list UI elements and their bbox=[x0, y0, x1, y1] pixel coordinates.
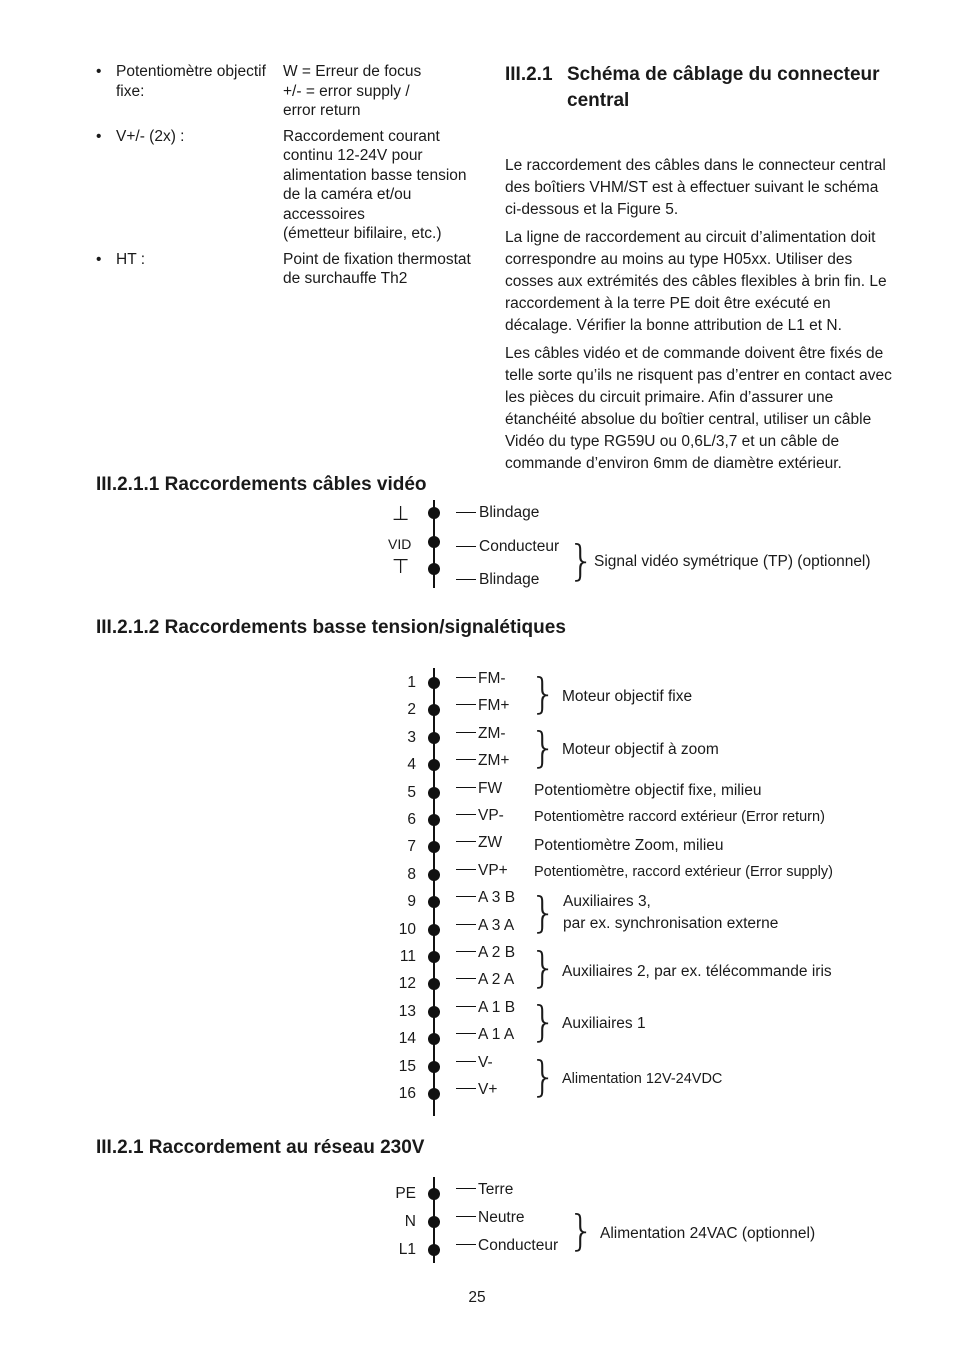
pin-label: FM- bbox=[478, 670, 506, 687]
wire-tick bbox=[456, 896, 476, 897]
wire-tick bbox=[456, 546, 476, 547]
wire-tick bbox=[456, 924, 476, 925]
bullet-dot: • bbox=[96, 250, 102, 268]
terminal-dot bbox=[428, 563, 440, 575]
bullet-desc bbox=[283, 127, 483, 244]
pin-number: 13 bbox=[398, 1003, 416, 1020]
terminal-dot bbox=[428, 1088, 440, 1100]
terminal-dot bbox=[428, 787, 440, 799]
pin-number: 15 bbox=[398, 1058, 416, 1075]
terminal-dot bbox=[428, 704, 440, 716]
wire-tick bbox=[456, 1033, 476, 1034]
wire-tick bbox=[456, 814, 476, 815]
single-label: Potentiomètre objectif fixe, milieu bbox=[534, 782, 762, 799]
pin-label: A 1 A bbox=[478, 1026, 515, 1043]
desc-line: Raccordement courant bbox=[283, 127, 440, 145]
group-brace: } bbox=[568, 536, 595, 585]
terminal-dot bbox=[428, 1244, 440, 1256]
pin-number: 7 bbox=[407, 838, 416, 855]
wire-tick bbox=[456, 951, 476, 952]
group-label: Moteur objectif fixe bbox=[562, 688, 693, 705]
wire-tick bbox=[456, 841, 476, 842]
bullet-dot: • bbox=[96, 63, 102, 80]
pin-label: V+ bbox=[478, 1081, 498, 1098]
pin-number: 3 bbox=[407, 729, 416, 746]
low-voltage-section-title: III.2.1.2 Raccordements basse tension/signalétiques bbox=[96, 617, 566, 638]
video-section-title: III.2.1.1 Raccordements câbles vidéo bbox=[96, 474, 427, 495]
vid-label: VID bbox=[388, 536, 412, 552]
desc-line: (émetteur bifilaire, etc.) bbox=[283, 225, 442, 242]
terminal-dot bbox=[428, 507, 440, 519]
desc-line: de la caméra et/ou bbox=[283, 186, 412, 203]
terminal-dot bbox=[428, 841, 440, 853]
group-brace: } bbox=[530, 723, 557, 772]
group-label: Alimentation 24VAC (optionnel) bbox=[600, 1225, 816, 1242]
pin-label: Conducteur bbox=[479, 538, 560, 555]
pin-label: ZM+ bbox=[478, 752, 510, 769]
terminal-dot bbox=[428, 924, 440, 936]
terminal-dot bbox=[428, 978, 440, 990]
pin-label: A 3 A bbox=[478, 917, 515, 934]
pin-label: FW bbox=[478, 780, 503, 797]
wire-tick bbox=[456, 704, 476, 705]
pin-number: 8 bbox=[407, 866, 416, 883]
terminal-dot bbox=[428, 951, 440, 963]
pin-label: Conducteur bbox=[478, 1237, 559, 1254]
pin-label: ZW bbox=[478, 834, 503, 851]
paragraph: La ligne de raccordement au circuit d’alimentation doit correspondre au moins au type H05xx. Utiliser des cosses aux extrémités des câbles flexibles à brin fin. Le raccordement à la terre PE doit être exécuté en décalage. Vérifier la bonne attribution de L1 et N. bbox=[505, 229, 887, 334]
desc-line: W = Erreur de focus bbox=[283, 63, 422, 80]
terminal-dot bbox=[428, 1188, 440, 1200]
pin-label: A 2 B bbox=[478, 944, 516, 961]
group-brace: } bbox=[530, 669, 557, 718]
bullet-list bbox=[96, 62, 486, 295]
terminal-dot bbox=[428, 814, 440, 826]
bullet-term: HT : bbox=[116, 250, 145, 268]
pin-number: 4 bbox=[407, 756, 416, 773]
pin-number: 1 bbox=[407, 674, 416, 691]
terminal-dot bbox=[428, 869, 440, 881]
group-label: Auxiliaires 1 bbox=[562, 1015, 646, 1032]
bullet-item bbox=[96, 250, 486, 289]
pin-number: N bbox=[404, 1213, 416, 1230]
desc-line: alimentation basse tension bbox=[283, 166, 467, 184]
wire-tick bbox=[456, 732, 476, 733]
wire-tick bbox=[456, 677, 476, 678]
desc-line: continu 12-24V pour bbox=[283, 147, 423, 164]
bullet-term: Potentiomètre objectif fixe: bbox=[116, 63, 266, 100]
terminal-dot bbox=[428, 1033, 440, 1045]
tee-icon: ⊤ bbox=[392, 556, 410, 578]
group-label: Signal vidéo symétrique (TP) (optionnel) bbox=[594, 553, 871, 570]
pin-number: 9 bbox=[407, 893, 416, 910]
group-brace: } bbox=[530, 943, 557, 992]
wire-tick bbox=[456, 1216, 476, 1217]
pin-label: FM+ bbox=[478, 697, 510, 714]
group-label: par ex. synchronisation externe bbox=[563, 915, 779, 932]
bullet-item bbox=[96, 62, 486, 121]
pin-label: V- bbox=[478, 1054, 493, 1071]
pin-label: Terre bbox=[478, 1181, 514, 1198]
wire-tick bbox=[456, 1006, 476, 1007]
paragraph: Les câbles vidéo et de commande doivent être fixés de telle sorte qu’ils ne risquent pas d’entrer en contact avec les pièces du circuit primaire. Afin d’assurer une étanchéité absolue du boîtier central, utiliser un câble Vidéo du type RG59U ou 0,6L/3,7 et un câble de commande d’environ 6mm de diamètre extérieur. bbox=[505, 345, 892, 472]
wire-tick bbox=[456, 512, 476, 513]
bullet-term: V+/- (2x) : bbox=[116, 127, 185, 145]
single-label: Potentiomètre Zoom, milieu bbox=[534, 837, 724, 854]
group-brace: } bbox=[530, 888, 557, 937]
pin-label: A 2 A bbox=[478, 971, 515, 988]
pin-number: 2 bbox=[407, 701, 416, 718]
desc-line: de surchauffe Th2 bbox=[283, 270, 408, 287]
pin-number: 11 bbox=[399, 948, 416, 965]
group-label: Auxiliaires 3, bbox=[563, 893, 651, 910]
pin-label: A 1 B bbox=[478, 999, 516, 1016]
group-brace: } bbox=[568, 1206, 595, 1255]
group-label: Moteur objectif à zoom bbox=[562, 741, 719, 758]
wire-tick bbox=[456, 1088, 476, 1089]
pin-number: 14 bbox=[398, 1030, 416, 1047]
section-title: Schéma de câblage du connecteur central bbox=[567, 64, 880, 111]
pin-label: VP+ bbox=[478, 862, 508, 879]
group-brace: } bbox=[530, 997, 557, 1046]
pin-number: 5 bbox=[407, 784, 416, 801]
group-label: Auxiliaires 2, par ex. télécommande iris bbox=[562, 963, 832, 980]
terminal-dot bbox=[428, 732, 440, 744]
pin-number: 12 bbox=[398, 975, 416, 992]
pin-label: Blindage bbox=[479, 504, 540, 521]
wire-tick bbox=[456, 1188, 476, 1189]
group-brace: } bbox=[530, 1052, 557, 1101]
terminal-dot bbox=[428, 1006, 440, 1018]
wire-tick bbox=[456, 787, 476, 788]
desc-line: error return bbox=[283, 102, 361, 119]
ground-icon: ⊥ bbox=[392, 503, 410, 525]
pin-number: 16 bbox=[398, 1085, 416, 1102]
wire-tick bbox=[456, 1244, 476, 1245]
terminal-dot bbox=[428, 536, 440, 548]
wire-tick bbox=[456, 869, 476, 870]
bullet-desc bbox=[283, 62, 483, 121]
pin-number: 6 bbox=[407, 811, 416, 828]
terminal-dot bbox=[428, 896, 440, 908]
single-label: Potentiomètre raccord extérieur (Error return) bbox=[534, 809, 825, 825]
wire-tick bbox=[456, 978, 476, 979]
terminal-dot bbox=[428, 1061, 440, 1073]
wire-tick bbox=[456, 759, 476, 760]
terminal-dot bbox=[428, 759, 440, 771]
desc-line: +/- = error supply / bbox=[283, 82, 410, 100]
terminal-dot bbox=[428, 677, 440, 689]
pin-label: Neutre bbox=[478, 1209, 525, 1226]
terminal-dot bbox=[428, 1216, 440, 1228]
bullet-dot: • bbox=[96, 127, 102, 145]
wire-tick bbox=[456, 1061, 476, 1062]
pin-label: VP- bbox=[478, 807, 504, 824]
main-section-body bbox=[505, 155, 897, 481]
pin-number: L1 bbox=[398, 1241, 416, 1258]
pin-label: ZM- bbox=[478, 725, 506, 742]
page-number: 25 bbox=[468, 1289, 486, 1306]
desc-line: accessoires bbox=[283, 205, 365, 223]
paragraph: Le raccordement des câbles dans le connecteur central des boîtiers VHM/ST est à effectuer suivant le schéma ci-dessous et la Figure 5. bbox=[505, 157, 886, 218]
desc-line: Point de fixation thermostat bbox=[283, 250, 471, 268]
pin-label: Blindage bbox=[479, 571, 540, 588]
bullet-desc bbox=[283, 250, 483, 289]
wire-tick bbox=[456, 579, 476, 580]
section-number: III.2.1 bbox=[505, 64, 553, 85]
pin-number: 10 bbox=[398, 921, 416, 938]
group-label: Alimentation 12V-24VDC bbox=[562, 1071, 723, 1087]
pin-label: A 3 B bbox=[478, 889, 516, 906]
bullet-item bbox=[96, 127, 486, 244]
mains-section-title: III.2.1 Raccordement au réseau 230V bbox=[96, 1137, 425, 1158]
pin-number: PE bbox=[395, 1185, 416, 1202]
single-label: Potentiomètre, raccord extérieur (Error supply) bbox=[534, 864, 833, 880]
